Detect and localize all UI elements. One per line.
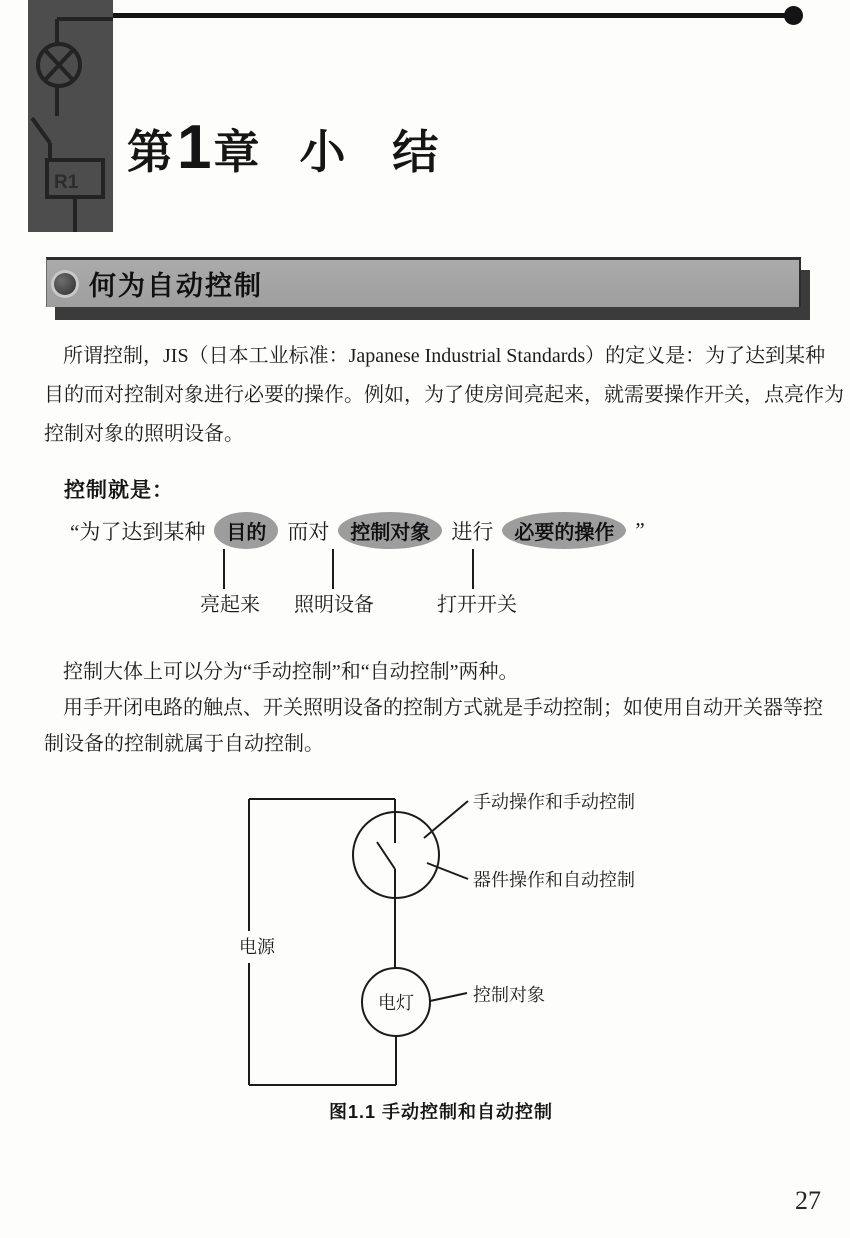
callout-label-switch: 打开开关 (437, 594, 517, 616)
intro-line: 所谓控制，JIS（日本工业标准：Japanese Industrial Standards）的定义是：为了达到某种 (63, 345, 826, 367)
highlight-term-goal: 目的 (214, 512, 278, 549)
definition-quote (70, 512, 645, 549)
highlight-term-operation: 必要的操作 (502, 512, 626, 549)
callout-connector-line (332, 549, 334, 589)
body-line: 用手开闭电路的触点、开关照明设备的控制方式就是手动控制；如使用自动开关器等控 (63, 697, 823, 719)
intro-line: 目的而对控制对象进行必要的操作。例如，为了使房间亮起来，就需要操作开关，点亮作为 (44, 384, 844, 406)
section-title: 何为自动控制 (89, 271, 263, 301)
body-line: 控制大体上可以分为“手动控制”和“自动控制”两种。 (63, 661, 519, 683)
page-number: 27 (795, 1186, 821, 1215)
switch-blade-icon (377, 842, 395, 869)
section-bullet-icon (54, 273, 76, 295)
chapter-prefix: 第 (127, 126, 175, 178)
chapter-heading (127, 112, 438, 183)
circuit-ornament-icon (28, 0, 113, 232)
intro-paragraph (44, 337, 844, 454)
quote-mid-text: 进行 (451, 519, 494, 544)
figure-label-power: 电源 (239, 937, 275, 957)
figure-label-object: 控制对象 (473, 985, 545, 1005)
header-rule-dot (784, 6, 803, 25)
figure-circuit-diagram (230, 780, 650, 1110)
figure-caption: 图1.1 手动控制和自动控制 (329, 1102, 554, 1122)
callout-label-light: 亮起来 (200, 594, 260, 616)
leader-line-manual (424, 801, 468, 838)
callout-connector-line (223, 549, 225, 589)
body-paragraph (44, 654, 823, 762)
figure-label-lamp: 电灯 (378, 993, 414, 1013)
chapter-ornament-band (28, 0, 113, 232)
quote-open-text: “为了达到某种 (70, 519, 206, 544)
chapter-title: 小 结 (299, 126, 439, 178)
figure-label-manual: 手动操作和手动控制 (473, 792, 635, 812)
chapter-number: 1 (177, 113, 212, 182)
callout-connector-line (472, 549, 474, 589)
chapter-suffix: 章 (213, 126, 262, 178)
callout-label-equipment: 照明设备 (294, 594, 374, 616)
definition-heading: 控制就是： (64, 479, 174, 502)
highlight-term-object: 控制对象 (338, 512, 442, 549)
intro-line: 控制对象的照明设备。 (44, 423, 244, 445)
header-rule (110, 13, 790, 18)
figure-label-auto: 器件操作和自动控制 (473, 870, 635, 890)
quote-mid-text: 而对 (287, 519, 330, 544)
body-line: 制设备的控制就属于自动控制。 (44, 733, 324, 755)
relay-label: R1 (54, 172, 79, 193)
quote-close-text: ” (635, 518, 645, 542)
leader-line-object (430, 993, 467, 1001)
section-header-bar (46, 257, 801, 307)
switch-blade-icon (32, 118, 50, 143)
